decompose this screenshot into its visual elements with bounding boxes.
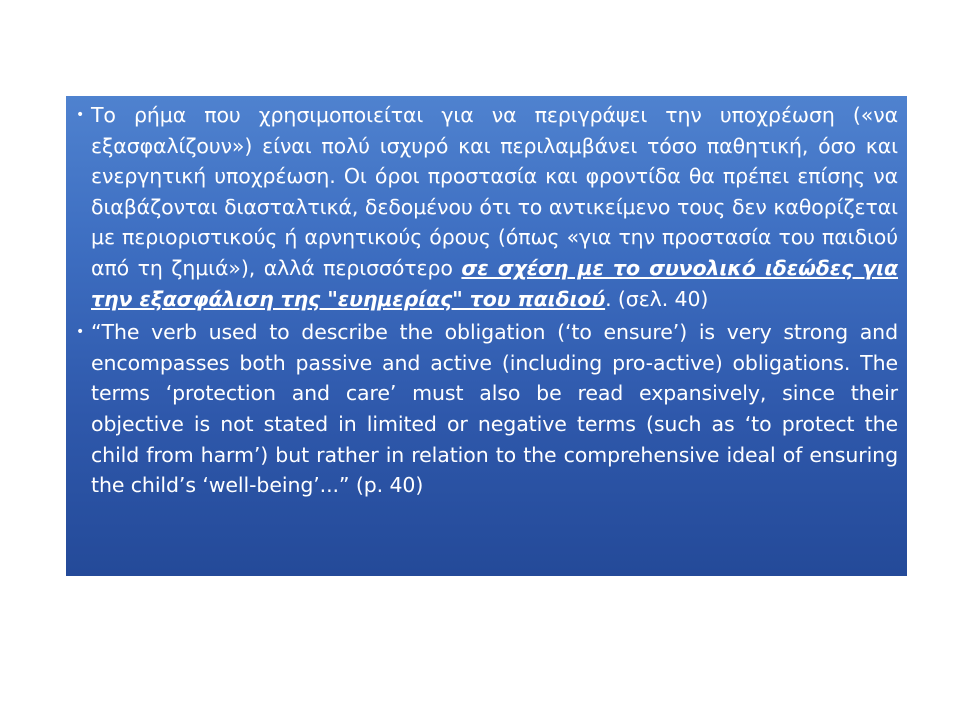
bullet-marker: • [76, 107, 85, 123]
greek-quote-citation: . (σελ. 40) [605, 286, 709, 311]
quote-text-box [66, 96, 907, 576]
bullet-english-quote [76, 317, 898, 501]
bullet-greek-quote [76, 100, 898, 314]
greek-quote-emphasis: σε σχέση με το συνολικό ιδεώδες για την εξασφάλιση της "ευημερίας" του παιδιού [91, 255, 899, 311]
english-quote-text: “The verb used to describe the obligation (‘to ensure’) is very strong and encompasses both passive and active (including pro-active) obligations. The terms ‘protection and care’ must also be read expansively, since their objective is not stated in limited or negative terms (such as ‘to protect the child from harm’) but rather in relation to the comprehensive ideal of ensuring the child’s ‘well-being’...” (p. 40) [91, 320, 898, 498]
bullet-marker: • [76, 324, 85, 341]
greek-quote-text: Το ρήμα που χρησιμοποιείται για να περιγράψει την υποχρέωση («να εξασφαλίζουν») είναι πολύ ισχυρό και περιλαμβάνει τόσο παθητική, όσο και ενεργητική υποχρέωση. Οι όροι προστασία και φροντίδα θα πρέπει επίσης να διαβάζονται διασταλτικά, δεδομένου ότι το αντικείμενο τους δεν καθορίζεται με περιοριστικούς ή αρνητικούς όρους (όπως «για την προστασία του παιδιού από τη ζημιά»), αλλά περισσότερο [91, 103, 898, 280]
